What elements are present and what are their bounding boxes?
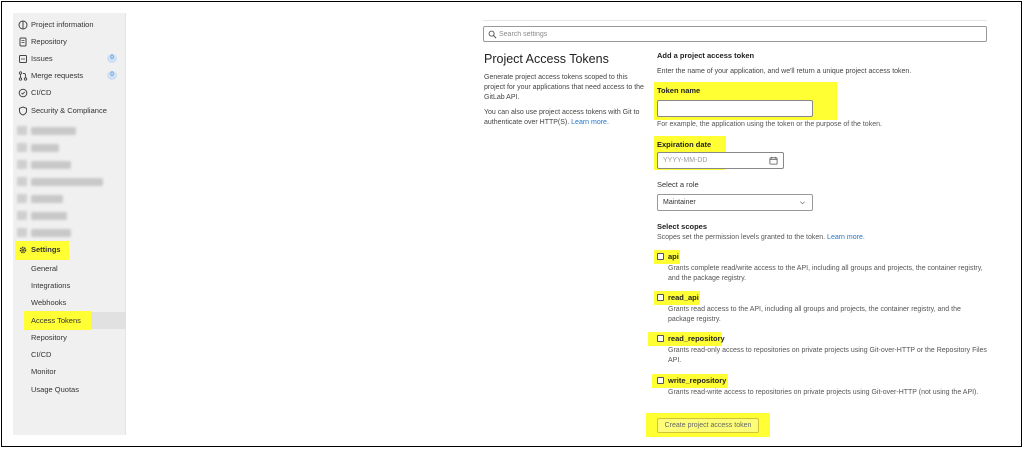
redacted-sidebar-item [17,160,71,169]
sidebar-item-label: Security & Compliance [31,106,107,115]
learn-more-link[interactable]: Learn more. [571,119,609,126]
sidebar-item-label: Settings [31,245,61,254]
sidebar-subitem-label: Usage Quotas [31,385,79,394]
sidebar-subitem-label: Webhooks [31,298,67,307]
ci-cd-icon [18,88,28,98]
sidebar-item-repository[interactable] [13,34,126,51]
sidebar-subitem-webhooks[interactable] [27,294,126,311]
search-input[interactable] [499,28,979,40]
sidebar-item-project-information[interactable] [13,17,126,34]
search-icon [488,30,497,39]
scope-read-repository-description: Grants read-only access to repositories on private projects using Git-over-HTTP or the Repository Files API. [668,347,987,364]
scope-api-label: api [668,252,679,261]
sidebar-item-label: Repository [31,37,67,46]
sidebar-subitem-label: General [31,264,58,273]
role-select[interactable] [657,194,813,211]
sidebar-subitem-general[interactable] [27,260,126,277]
section-description-git-text: You can also use project access tokens with Git to authenticate over HTTP(S). [484,109,640,126]
shield-icon [18,106,28,116]
select-role-label: Select a role [657,180,699,189]
role-select-value: Maintainer [663,199,696,206]
scope-write-repository-label: write_repository [668,376,727,385]
scope-write-repository-checkbox[interactable] [657,377,664,384]
expiration-date-field [657,152,784,169]
sidebar-subitem-label: Access Tokens [31,316,81,325]
sidebar-item-security-compliance[interactable] [13,103,126,120]
sidebar-subitem-monitor[interactable] [27,363,126,380]
sidebar-subitem-usage-quotas[interactable] [27,381,126,398]
form-heading: Add a project access token [657,51,755,60]
search-settings-box [483,26,987,42]
section-description-git [484,108,644,128]
redacted-sidebar-item [17,211,67,220]
sidebar-item-settings[interactable] [13,242,126,259]
scope-read-repository-label: read_repository [668,334,725,343]
scopes-help [657,234,865,241]
create-project-access-token-button[interactable]: Create project access token [657,418,759,433]
merge-requests-count-badge: 0 [107,71,117,80]
sidebar-subitem-integrations[interactable] [27,277,126,294]
scope-read-api-checkbox[interactable] [657,294,664,301]
sidebar-subitem-label: Integrations [31,281,71,290]
sidebar-subitem-label: Repository [31,333,67,342]
calendar-icon[interactable] [769,156,778,165]
sidebar-subitem-repository[interactable] [27,329,126,346]
token-name-input[interactable] [657,100,813,117]
scope-read-api-label: read_api [668,293,699,302]
sidebar-subitem-label: CI/CD [31,350,52,359]
token-name-label: Token name [657,86,701,95]
redacted-sidebar-item [17,143,59,152]
merge-requests-icon [18,71,28,81]
redacted-sidebar-item [17,126,76,135]
sidebar-item-label: CI/CD [31,88,52,97]
redacted-sidebar-item [17,177,103,186]
section-description: Generate project access tokens scoped to this project for your applications that need access to the GitLab API. [484,74,644,101]
scope-api-description: Grants complete read/write access to the API, including all groups and projects, the container registry, and the package registry. [668,265,983,282]
sidebar-subitem-label: Monitor [31,367,57,376]
sidebar-item-label: Merge requests [31,71,84,80]
select-scopes-label: Select scopes [657,222,708,231]
section-title: Project Access Tokens [484,52,609,66]
expiration-date-input[interactable] [658,153,768,168]
scope-read-api-description: Grants read access to the API, including all groups and projects, the container registry, and the package registry. [668,306,961,323]
scope-write-repository-description: Grants read-write access to repositories on private projects using Git-over-HTTP (not using the API). [668,389,979,396]
scopes-help-text: Scopes set the permission levels granted to the token. [657,234,828,241]
sidebar-item-issues[interactable] [13,51,126,68]
issues-icon [18,54,28,64]
sidebar-item-ci-cd[interactable] [13,85,126,102]
token-name-help: For example, the application using the token or the purpose of the token. [657,121,882,128]
repository-icon [18,37,28,47]
divider [483,20,987,21]
redacted-sidebar-item [17,228,71,237]
sidebar-item-label: Issues [31,54,53,63]
issues-count-badge: 0 [107,54,117,63]
sidebar-item-merge-requests[interactable] [13,68,126,85]
scope-read-repository-checkbox[interactable] [657,335,664,342]
redacted-sidebar-item [17,194,63,203]
expiration-date-label: Expiration date [657,140,712,149]
scope-api-checkbox[interactable] [657,253,664,260]
sidebar-item-label: Project information [31,20,94,29]
project-information-icon [18,20,28,30]
chevron-down-icon [799,199,806,206]
scopes-learn-more-link[interactable]: Learn more. [827,234,865,241]
sidebar-subitem-access-tokens[interactable] [27,312,126,329]
sidebar-subitem-ci-cd[interactable] [27,346,126,363]
form-subtitle: Enter the name of your application, and we'll return a unique project access token. [657,68,912,75]
gear-icon [18,245,28,255]
